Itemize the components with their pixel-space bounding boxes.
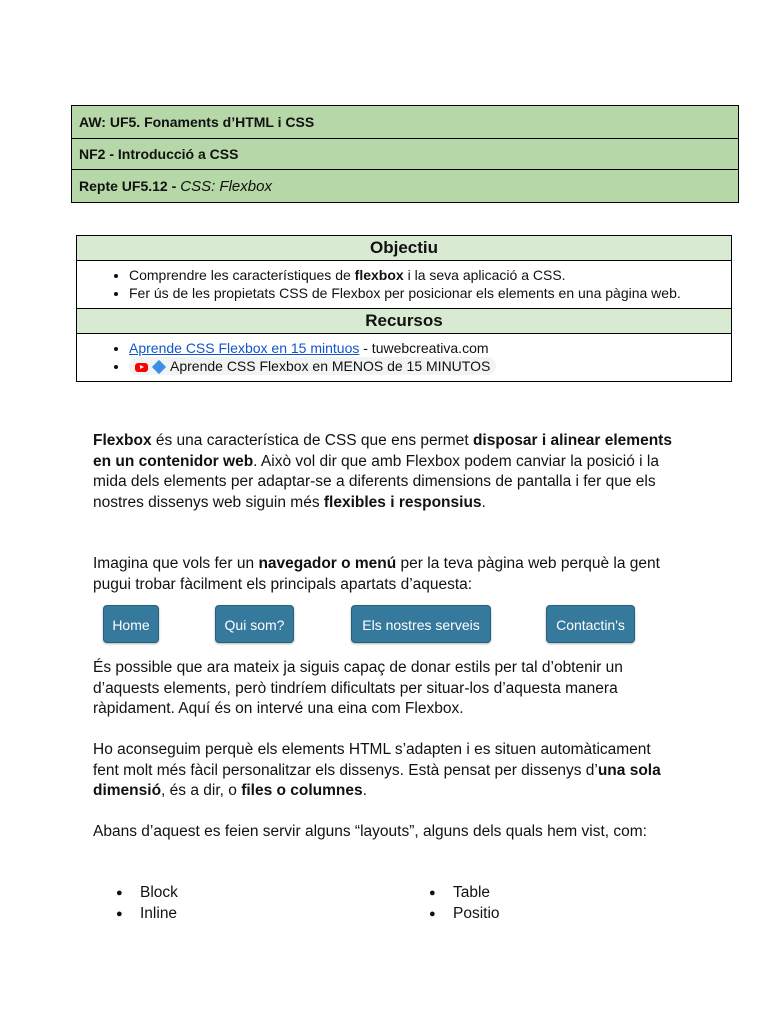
list-item [129, 357, 721, 375]
list-item: • Fer ús de les propietats CSS de Flexbox per posicionar els elements en una pàgina web. [129, 284, 721, 302]
recursos-body [77, 334, 731, 381]
styles-paragraph: És possible que ara mateix ja siguis capaç de donar estils per tal d’obtenir un d’aquests elements, però tindríem dificultats per situar-los d’aquesta manera ràpidament. Aquí és on intervé una eina com Flexbox. [93, 659, 623, 717]
layouts-paragraph: Abans d’aquest es feien servir alguns “layouts”, alguns dels quals hem vist, com: [93, 823, 647, 840]
header-table [71, 105, 739, 203]
challenge-code: Repte UF5.12 - [79, 177, 177, 194]
objectiu-body [77, 261, 731, 308]
intro-paragraph: Flexbox és una característica de CSS que ens permet disposar i alinear elements en un contenidor web. Això vol dir que amb Flexbox podem canviar la posició i la mida dels elements per adaptar-se a diferents dimensions de pantalla i fer que els nostres dissenys web siguin més flexibles i responsius. [93, 432, 672, 511]
dimension-paragraph: Ho aconseguim perquè els elements HTML s’adapten i es situen automàticament fent molt més fàcil personalitzar els dissenys. Està pensat per dissenys d’una sola dimensió, és a dir, o files o columnes. [93, 741, 661, 799]
youtube-video-chip[interactable] [129, 357, 496, 375]
objectives-resources-box [76, 235, 732, 382]
layouts-list-right [429, 883, 500, 924]
list-item: • Aprende CSS Flexbox en 15 mintuos - tuwebcreativa.com [129, 339, 721, 357]
course-title: AW: UF5. Fonaments d’HTML i CSS [72, 106, 739, 139]
youtube-icon [135, 363, 148, 372]
list-item: ● Inline [116, 904, 178, 925]
video-title: Aprende CSS Flexbox en MENOS de 15 MINUTOS [170, 358, 491, 374]
list-item: ● Table [429, 883, 500, 904]
home-button[interactable]: Home [103, 605, 159, 643]
recursos-heading: Recursos [77, 308, 731, 334]
challenge-topic: CSS: Flexbox [180, 177, 272, 195]
list-item: • Comprendre les característiques de flexbox i la seva aplicació a CSS. [129, 266, 721, 284]
qui-som-button[interactable]: Qui som? [215, 605, 294, 643]
challenge-title [72, 170, 739, 203]
diamond-icon [152, 360, 166, 374]
objectiu-list [99, 266, 721, 302]
navigator-paragraph: Imagina que vols fer un navegador o menú per la teva pàgina web perquè la gent pugui trobar fàcilment els principals apartats d’aquesta: [93, 555, 660, 593]
contact-button[interactable]: Contactin's [546, 605, 635, 643]
objectiu-heading: Objectiu [77, 236, 731, 261]
list-item: ● Positio [429, 904, 500, 925]
flexbox-article-link[interactable]: Aprende CSS Flexbox en 15 mintuos [129, 340, 360, 356]
list-item: ● Block [116, 883, 178, 904]
serveis-button[interactable]: Els nostres serveis [351, 605, 491, 643]
recursos-list [99, 339, 721, 375]
module-title: NF2 - Introducció a CSS [72, 139, 739, 170]
layouts-list-left [116, 883, 178, 924]
